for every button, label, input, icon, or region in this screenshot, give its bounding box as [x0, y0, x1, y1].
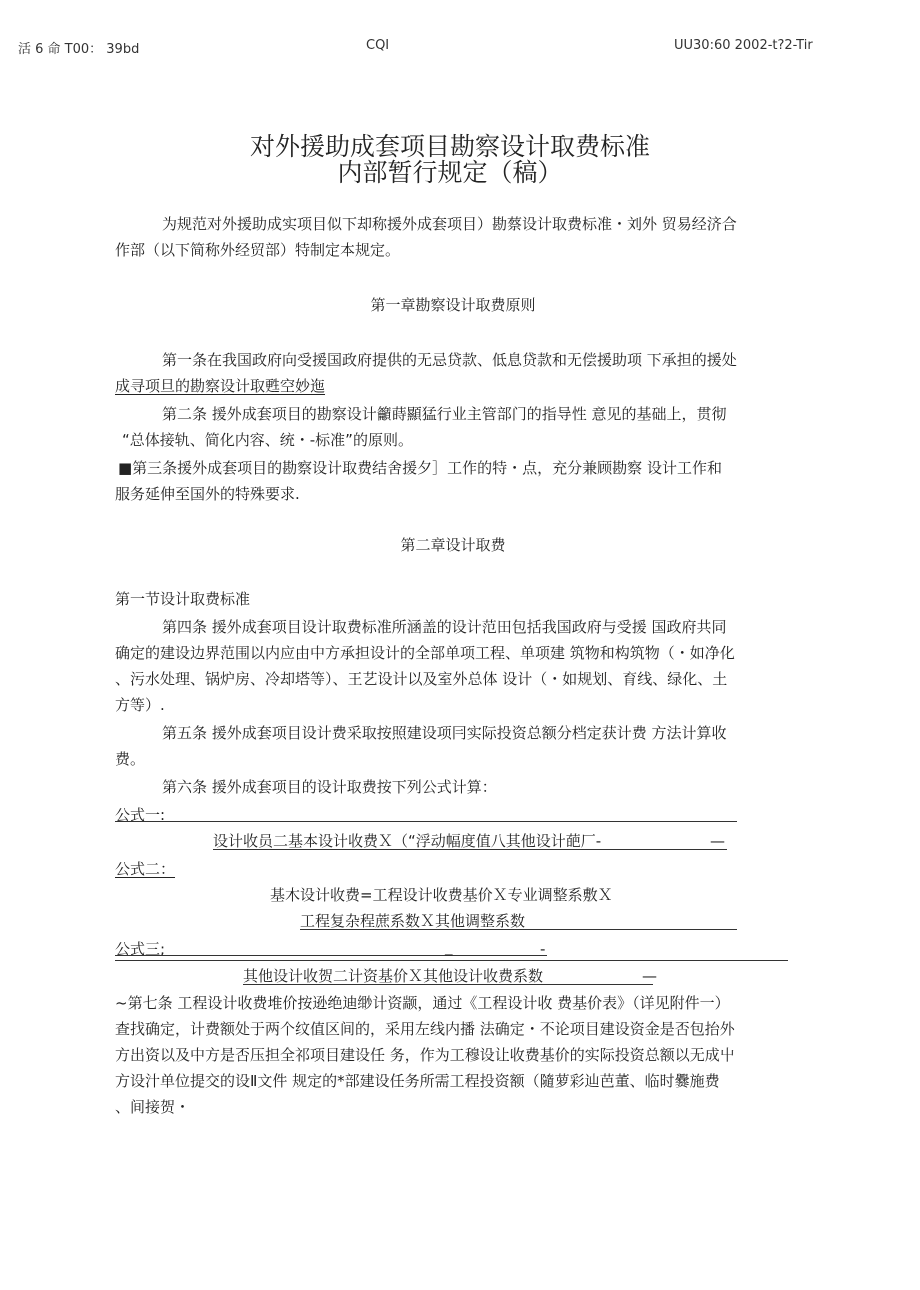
formula3-body: 其他设计收贺二计资基价Ｘ其他设计收费系数 — [243, 967, 544, 985]
article5-line2: 费。 — [115, 750, 146, 768]
intro-line2: 作部（以下简称外经贸部）特制定本规定。 — [115, 241, 401, 259]
article4-line2: 确定的建设边界范围以内应由中方承担设计的全部单项工程、单项建 筑物和构筑物（・如净化 — [115, 644, 735, 662]
formula3-mark2: - — [540, 940, 546, 958]
header-center-text: CQI — [366, 38, 390, 53]
formula3-rule-long — [115, 960, 788, 961]
article2-line2: “总体接轨、简化内容、统・-标准”的原则。 — [122, 431, 413, 449]
article1-line2: 成寻项旦的勘察设计取甦空妙迤 — [115, 377, 326, 395]
formula3-rule-short — [115, 955, 547, 956]
article5-line1: 第五条 援外成套项目设计费采取按照建设项冃实际投资总额分档定获计费 方法计算收 — [162, 724, 727, 742]
article7-line3: 方出资以及中方是否压担全祁项目建设任 务，作为工穆设让收费基价的实际投资总额以无成屮 — [115, 1046, 735, 1064]
formula1-body-rule — [213, 849, 727, 850]
article7-line2: 查找确定，计费额处于两个纹值区间的，采用左线内播 法确定・不论项目建设资金是否包抬外 — [115, 1020, 735, 1038]
formula2-rule — [300, 929, 737, 930]
header-left-text: 活 6 命 T00： 39bd — [18, 42, 140, 57]
formula2-body-line1: 基木设计收费=工程设计收费基价Ｘ专业调整系敷Ｘ — [270, 886, 613, 904]
article7-line4: 方设汁单位提交的设Ⅱ文件 规定的*部建设任务所需工程投资额（隨萝彩辿芭董、临时爨施费 — [115, 1072, 720, 1090]
formula1-rule — [115, 821, 737, 822]
article4-line3: 、污水处理、锅炉房、冷却塔等）、王艺设计以及室外总体 设计（・如规划、育线、绿化、土 — [115, 670, 728, 688]
formula1-tail: — — [710, 832, 725, 850]
formula2-body-line2: 工程复杂程蔗系数Ｘ其他调整系数 — [300, 912, 526, 930]
formula3-mark1: _ — [445, 938, 453, 956]
article3-line2: 服务延伸至国外的特殊要求. — [115, 485, 300, 503]
document-title-line2: 内部暂行规定（稿） — [337, 158, 563, 187]
article4-line1: 第四条 援外成套项目设计取费标准所涵盖的设计范田包括我国政府与受援 国政府共同 — [162, 618, 727, 636]
section1-heading: 第一节设计取费标准 — [115, 590, 251, 608]
article7-line1: ~第七条 工程设计收费堆价按逊绝迪缈计资颛，通过《工程设计收 费基价表》（详见附件一） — [115, 994, 730, 1012]
article1-line1: 第一条在我国政府向受援国政府提供的无忌贷款、低息贷款和无偿援助项 下承担的援处 — [162, 351, 737, 369]
article7-line5: 、间接贺・ — [115, 1098, 191, 1116]
article3-line1: ■第三条援外成套项目的勘察设计取费结舍援夕］工作的特・点，充分兼顾勘察 设计工作和 — [118, 459, 722, 477]
article2-line1: 第二条 援外成套项目的勘察设计籲蒔顯猛行业主管部门的指导性 意见的基础上，贯彻 — [162, 405, 727, 423]
formula1-label: 公式一: — [115, 806, 166, 824]
chapter1-heading: 第一章勘察设计取费原则 — [370, 296, 536, 314]
formula3-tail: — — [642, 967, 657, 985]
article6-text: 第六条 援外成套项目的设计取费按下列公式计算： — [162, 778, 497, 796]
chapter2-heading: 第二章设计取费 — [400, 536, 506, 554]
formula3-body-rule — [243, 984, 653, 985]
header-right-text: UU30:60 2002-t?2-Tir — [674, 38, 813, 53]
formula3-label: 公式三; — [115, 940, 166, 958]
intro-line1: 为规范对外援助成实项目似下却称援外成套项目）勘蔡设计取费标准・刘外 贸易经济合 — [162, 215, 737, 233]
article4-line4: 方等）. — [115, 696, 165, 714]
formula2-label: 公式二： — [115, 860, 176, 878]
document-title-line1: 对外援助成套项目勘察设计取费标准 — [249, 132, 650, 161]
formula1-body: 设计收员二基本设计收费Ｘ（“浮动幅度值八其他设计葩厂- — [213, 832, 602, 850]
